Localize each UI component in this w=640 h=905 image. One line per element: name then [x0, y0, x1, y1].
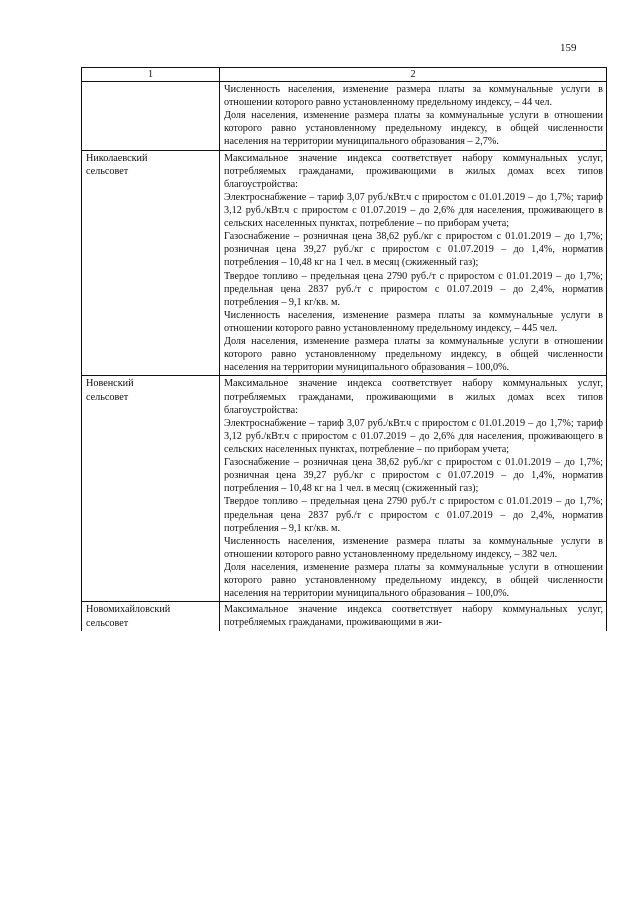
description-cell	[220, 376, 607, 602]
description-paragraph: Доля населения, изменение размера платы за коммунальные услуги в отношении которого равно установленному предельному индексу, в общей численности населения на территории муниципального образования – 2,7%.	[224, 110, 603, 148]
description-paragraph: Доля населения, изменение размера платы за коммунальные услуги в отношении которого равно установленному предельному индексу, в общей численности населения на территории муниципального образования – 100,0%.	[224, 561, 603, 600]
description-paragraph: Газоснабжение – розничная цена 38,62 руб./кг с приростом с 01.01.2019 – до 1,7%; розничная цена 39,27 руб./кг с приростом с 01.07.2019 – до 1,4%, норматив потребления – 10,48 кг на 1 чел. в месяц (сжиженный газ);	[224, 231, 603, 269]
description-paragraph: Численность населения, изменение размера платы за коммунальные услуги в отношении которого равно установленному предельному индексу, – 445 чел.	[224, 309, 603, 334]
table-row	[82, 82, 607, 151]
table-row	[82, 602, 607, 631]
region-cell	[82, 376, 220, 602]
description-paragraph: Твердое топливо – предельная цена 2790 руб./т с приростом с 01.01.2019 – до 1,7%; предельная цена 2837 руб./т с приростом с 01.07.2019 – до 2,4%, норматив потребления – 9,1 кг/кв. м.	[224, 496, 603, 534]
description-cell	[220, 150, 607, 376]
description-paragraph: Доля населения, изменение размера платы за коммунальные услуги в отношении которого равно установленному предельному индексу, в общей численности населения на территории муниципального образования – 100,0%.	[224, 336, 603, 374]
column-header-1: 1	[82, 68, 220, 82]
tariff-table	[81, 67, 607, 631]
region-cell	[82, 602, 220, 631]
region-cell	[82, 82, 220, 151]
description-paragraph: Максимальное значение индекса соответствует набору коммунальных услуг, потребляемых гражданами, проживающими в жилых домах всех типов благоустройства:	[224, 378, 603, 416]
region-name-line: сельсовет	[86, 391, 129, 403]
table-row	[82, 376, 607, 602]
page-number: 159	[560, 42, 577, 54]
description-paragraph: Газоснабжение – розничная цена 38,62 руб./кг с приростом с 01.01.2019 – до 1,7%; розничная цена 39,27 руб./кг с приростом с 01.07.2019 – до 1,4%, норматив потребления – 10,48 кг на 1 чел. в месяц (сжиженный газ);	[224, 457, 603, 495]
description-paragraph: Численность населения, изменение размера платы за коммунальные услуги в отношении которого равно установленному предельному индексу, – 382 чел.	[224, 535, 603, 560]
description-paragraph: Твердое топливо – предельная цена 2790 руб./т с приростом с 01.01.2019 – до 1,7%; предельная цена 2837 руб./т с приростом с 01.07.2019 – до 2,4%, норматив потребления – 9,1 кг/кв. м.	[224, 270, 603, 308]
description-paragraph: Максимальное значение индекса соответствует набору коммунальных услуг, потребляемых гражданами, проживающими в жи-	[224, 604, 603, 629]
description-paragraph: Максимальное значение индекса соответствует набору коммунальных услуг, потребляемых гражданами, проживающими в жилых домах всех типов благоустройства:	[224, 152, 603, 190]
region-name-line: Новомихайловский	[86, 604, 171, 616]
description-cell	[220, 602, 607, 631]
description-cell	[220, 82, 607, 151]
column-header-2: 2	[220, 68, 607, 82]
region-name-line: Новенский	[86, 378, 134, 390]
region-name-line: Николаевский	[86, 152, 148, 164]
region-name-line: сельсовет	[86, 617, 129, 629]
description-paragraph: Электроснабжение – тариф 3,07 руб./кВт.ч с приростом с 01.01.2019 – до 1,7%; тариф 3,12 руб./кВт.ч с приростом с 01.07.2019 – до 2,6% для населения, проживающего в сельских населенных пунктах, потребление – по приборам учета;	[224, 417, 603, 455]
description-paragraph: Электроснабжение – тариф 3,07 руб./кВт.ч с приростом с 01.01.2019 – до 1,7%; тариф 3,12 руб./кВт.ч с приростом с 01.07.2019 – до 2,6% для населения, проживающего в сельских населенных пунктах, потребление – по приборам учета;	[224, 191, 603, 230]
table-header-row	[82, 68, 607, 82]
region-name-line: сельсовет	[86, 165, 129, 177]
table-row	[82, 150, 607, 376]
description-paragraph: Численность населения, изменение размера платы за коммунальные услуги в отношении которого равно установленному предельному индексу, – 44 чел.	[224, 84, 603, 109]
region-cell	[82, 150, 220, 376]
